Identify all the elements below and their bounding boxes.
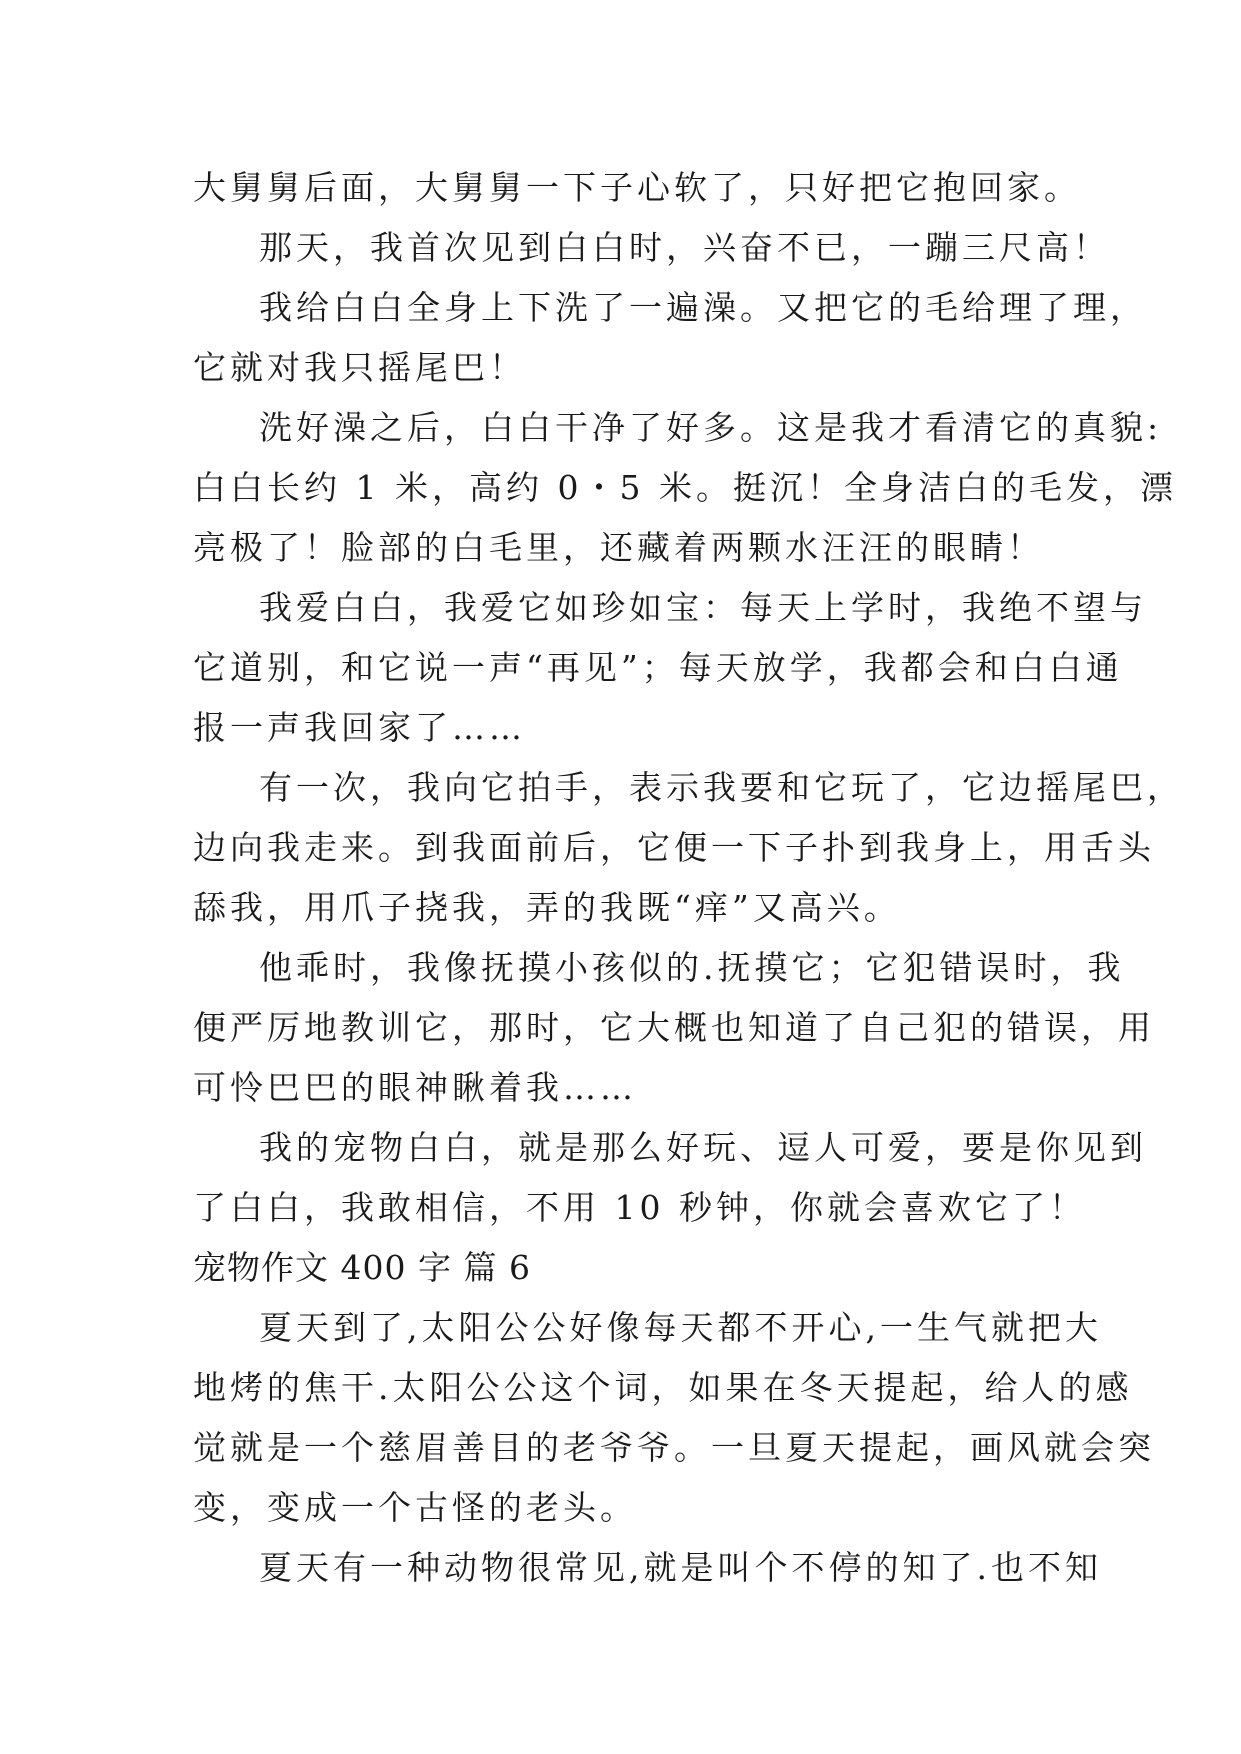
text-line: 我的宠物白白，就是那么好玩、逗人可爱，要是你见到 — [259, 1128, 1147, 1167]
text-line: 觉就是一个慈眉善目的老爷爷。一旦夏天提起，画风就会突 — [193, 1428, 1155, 1467]
text-line: 了白白，我敢相信，不用 10 秒钟，你就会喜欢它了！ — [193, 1188, 1086, 1227]
text-line: 那天，我首次见到白白时，兴奋不已，一蹦三尺高！ — [259, 228, 1110, 267]
text-line: 可怜巴巴的眼神瞅着我…… — [193, 1068, 637, 1107]
text-line: 我给白白全身上下洗了一遍澡。又把它的毛给理了理， — [259, 288, 1147, 327]
text-line: 便严厉地教训它，那时，它大概也知道了自己犯的错误，用 — [193, 1008, 1155, 1047]
essay-body — [193, 158, 1184, 1598]
text-line: 有一次，我向它拍手，表示我要和它玩了，它边摇尾巴， — [259, 768, 1184, 807]
text-line: 地烤的焦干.太阳公公这个词，如果在冬天提起，给人的感 — [193, 1368, 1133, 1407]
section-heading: 宠物作文 400 字 篇 6 — [193, 1248, 531, 1287]
text-line: 我爱白白，我爱它如珍如宝：每天上学时，我绝不望与 — [259, 588, 1147, 627]
text-line: 大舅舅后面，大舅舅一下子心软了，只好把它抱回家。 — [193, 168, 1081, 207]
text-line: 变，变成一个古怪的老头。 — [193, 1488, 637, 1527]
text-line: 它道别，和它说一声“再见”；每天放学，我都会和白白通 — [193, 648, 1123, 687]
text-line: 边向我走来。到我面前后，它便一下子扑到我身上，用舌头 — [193, 828, 1155, 867]
text-line: 夏天有一种动物很常见,就是叫个不停的知了.也不知 — [259, 1548, 1102, 1587]
text-line: 洗好澡之后，白白干净了好多。这是我才看清它的真貌: — [259, 408, 1163, 447]
text-line: 他乖时，我像抚摸小孩似的.抚摸它；它犯错误时，我 — [259, 948, 1125, 987]
text-line: 舔我，用爪子挠我，弄的我既“痒”又高兴。 — [193, 888, 901, 927]
text-line: 报一声我回家了…… — [193, 708, 526, 747]
text-line: 亮极了！脸部的白毛里，还藏着两颗水汪汪的眼睛！ — [193, 528, 1044, 567]
text-line: 白白长约 1 米，高约 0・5 米。挺沉！全身洁白的毛发，漂 — [193, 468, 1177, 507]
text-line: 夏天到了,太阳公公好像每天都不开心,一生气就把大 — [259, 1308, 1102, 1347]
text-line: 它就对我只摇尾巴！ — [193, 348, 526, 387]
